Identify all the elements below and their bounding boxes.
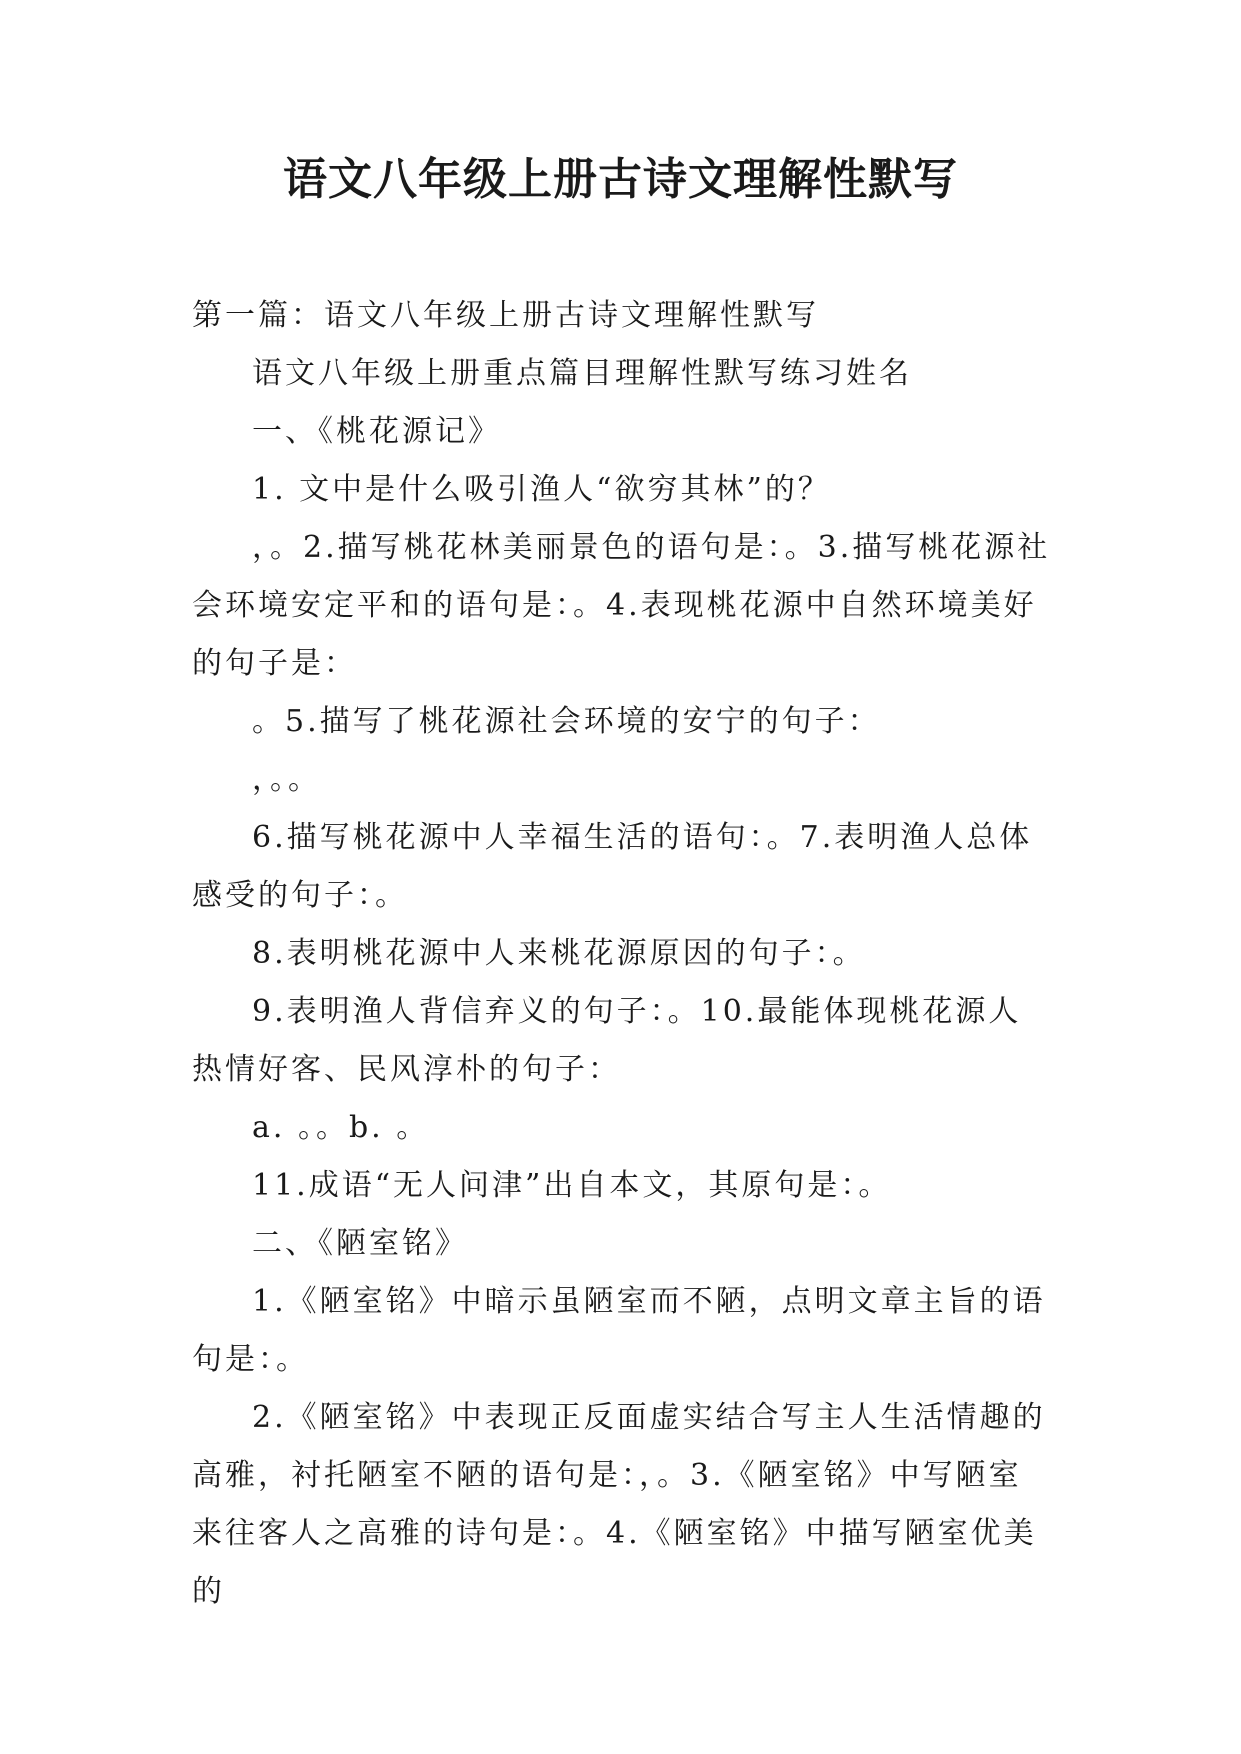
- document-title: 语文八年级上册古诗文理解性默写: [283, 154, 958, 205]
- question-paragraph: 1.《陋室铭》中暗示虽陋室而不陋，点明文章主旨的语句是：。: [192, 1284, 1046, 1377]
- question-paragraph: a. 。。b. 。: [252, 1110, 430, 1145]
- question-paragraph: 8.表明桃花源中人来桃花源原因的句子：。: [252, 936, 866, 971]
- question-paragraph: 11.成语“无人问津”出自本文，其原句是：。: [252, 1168, 892, 1203]
- section-heading-taohuayuanji: 一、《桃花源记》: [252, 414, 501, 449]
- question-paragraph: ，。2.描写桃花林美丽景色的语句是：。3.描写桃花源社会环境安定平和的语句是：。4.表现桃花源中自然环境美好的句子是：: [192, 530, 1051, 681]
- exercise-title: 语文八年级上册重点篇目理解性默写练习姓名: [252, 356, 912, 391]
- question-paragraph: ，。。: [252, 762, 321, 797]
- question-paragraph: 1. 文中是什么吸引渔人“欲穷其林”的？: [252, 472, 831, 507]
- question-paragraph: 2.《陋室铭》中表现正反面虚实结合写主人生活情趣的高雅，衬托陋室不陋的语句是：，。3.《陋室铭》中写陋室来往客人之高雅的诗句是：。4.《陋室铭》中描写陋室优美的: [192, 1400, 1046, 1609]
- section-heading-loushiming: 二、《陋室铭》: [252, 1226, 468, 1261]
- chapter-heading: 第一篇：语文八年级上册古诗文理解性默写: [192, 298, 819, 333]
- question-paragraph: 6.描写桃花源中人幸福生活的语句：。7.表明渔人总体感受的句子：。: [192, 820, 1033, 913]
- question-paragraph: 9.表明渔人背信弃义的句子：。10.最能体现桃花源人热情好客、民风淳朴的句子：: [192, 994, 1022, 1087]
- question-paragraph: 。5.描写了桃花源社会环境的安宁的句子：: [252, 704, 881, 739]
- document-body: [192, 287, 1052, 1621]
